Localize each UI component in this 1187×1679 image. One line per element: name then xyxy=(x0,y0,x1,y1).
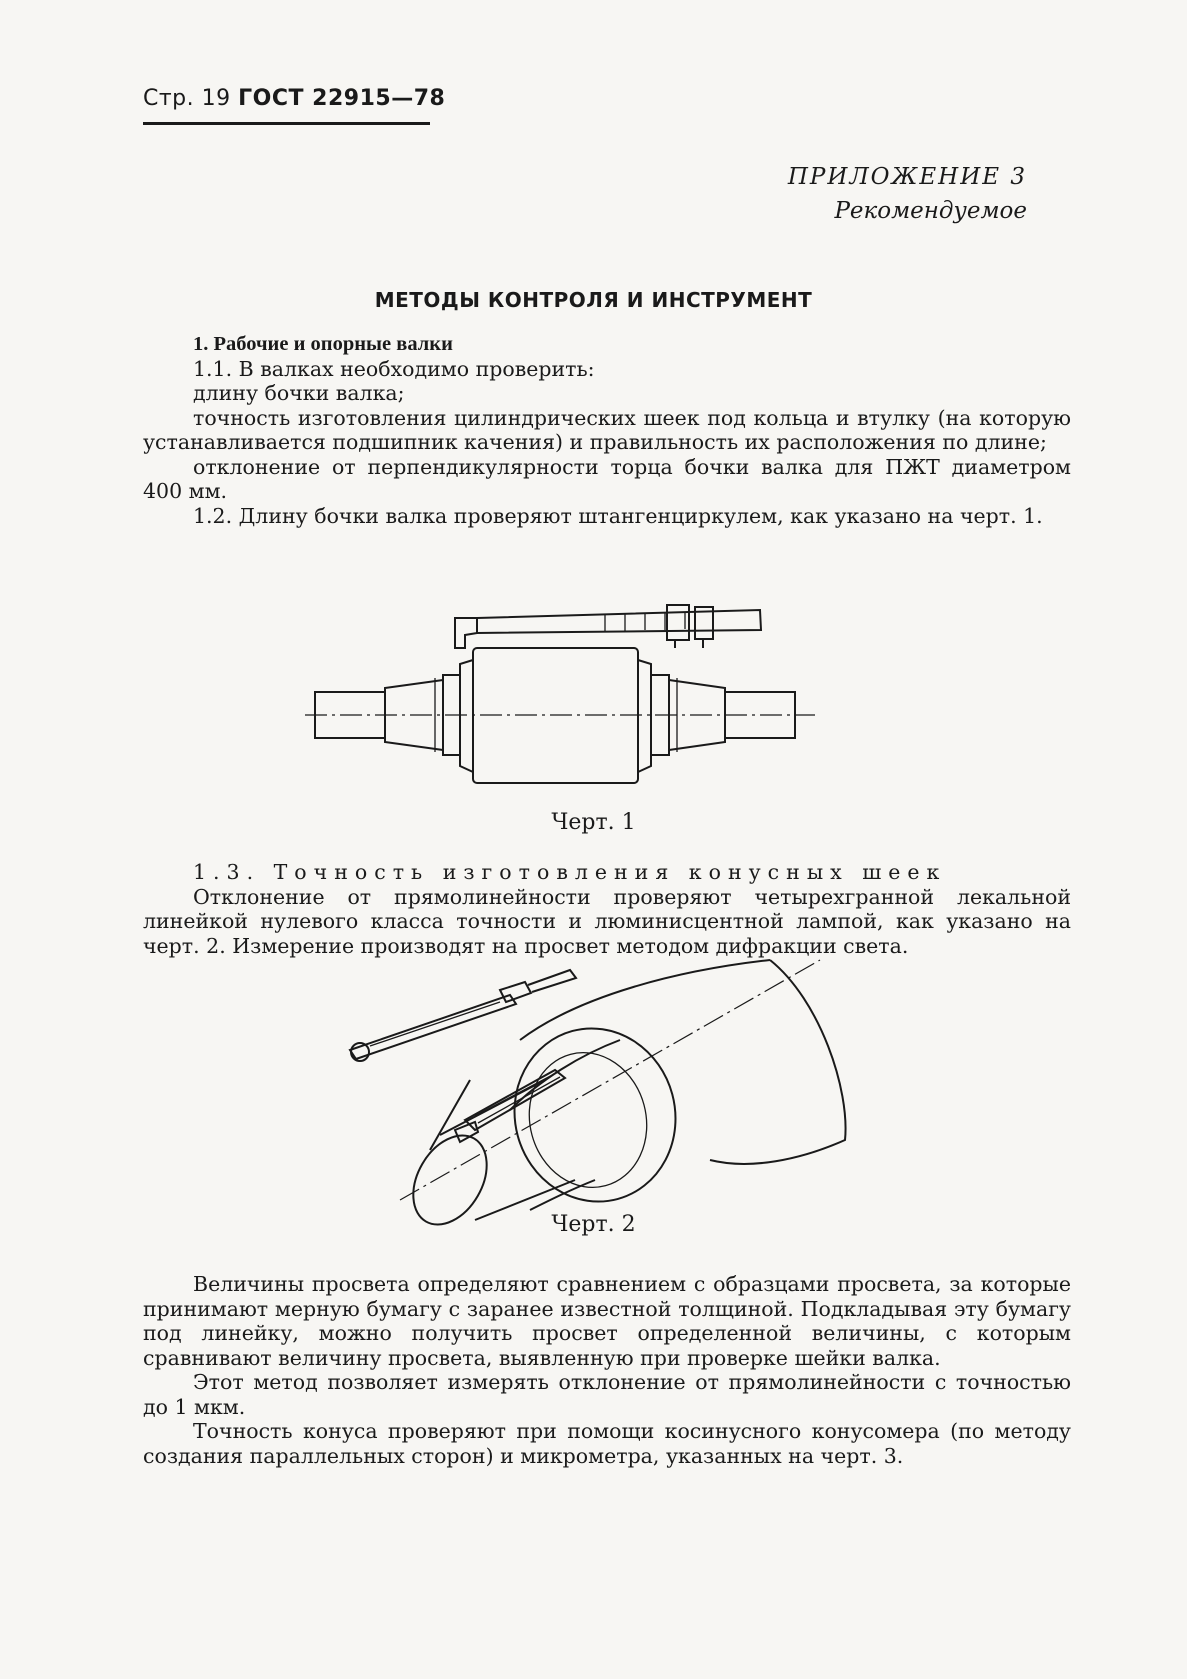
section-1-text xyxy=(143,332,1071,528)
check-item-1: длину бочки валка; xyxy=(193,381,405,405)
paragraph-method-accuracy: Этот метод позволяет измерять отклонение от прямолинейности с точностью до 1 мкм. xyxy=(143,1370,1071,1419)
check-item-2: точность изготовления цилиндрических шеек под кольца и втулку (на которую устанавливается подшипник качения) и правильность их расположения по длине; xyxy=(143,405,1071,454)
clause-1-1: 1.1. В валках необходимо проверить: xyxy=(193,356,595,381)
section-1-3-continued xyxy=(143,1272,1071,1468)
page-number: Стр. 19 xyxy=(143,86,231,111)
clause-1-3-heading: 1.3. Точность изготовления конусных шеек xyxy=(193,860,947,884)
figure-1-caption: Черт. 1 xyxy=(551,810,636,835)
section-1-3-text xyxy=(143,860,1071,958)
header-rule xyxy=(143,122,430,125)
appendix-subtitle: Рекомендуемое xyxy=(834,198,1027,224)
standard-number: ГОСТ 22915—78 xyxy=(238,86,446,111)
figure-2-caption: Черт. 2 xyxy=(551,1212,636,1237)
appendix-title: ПРИЛОЖЕНИЕ 3 xyxy=(787,164,1027,190)
appendix-label xyxy=(788,160,1027,228)
section-1-heading: 1. Рабочие и опорные валки xyxy=(193,333,453,355)
clause-1-3-text: Отклонение от прямолинейности проверяют четырехгранной лекальной линейкой нулевого класса точности и люминисцентной лампой, как указано на черт. 2. Измерение производят на просвет методом дифракции света. xyxy=(143,884,1071,958)
figure-1-roll-caliper xyxy=(305,600,865,800)
section-title: МЕТОДЫ КОНТРОЛЯ И ИНСТРУМЕНТ xyxy=(374,288,813,312)
paragraph-cone-accuracy: Точность конуса проверяют при помощи косинусного конусомера (по методу создания параллельных сторон) и микрометра, указанных на черт. 3. xyxy=(143,1419,1071,1468)
clause-1-2: 1.2. Длину бочки валка проверяют штангенциркулем, как указано на черт. 1. xyxy=(193,503,1043,528)
paragraph-gap-samples: Величины просвета определяют сравнением с образцами просвета, за которые принимают мерную бумагу с заранее известной толщиной. Подкладывая эту бумагу под линейку, можно получить просвет определенной величины, с которым сравнивают величину просвета, выявленную при проверке шейки валка. xyxy=(143,1272,1071,1370)
page-header xyxy=(143,86,445,111)
check-item-3: отклонение от перпендикулярности торца бочки валка для ПЖТ диаметром 400 мм. xyxy=(143,454,1071,503)
